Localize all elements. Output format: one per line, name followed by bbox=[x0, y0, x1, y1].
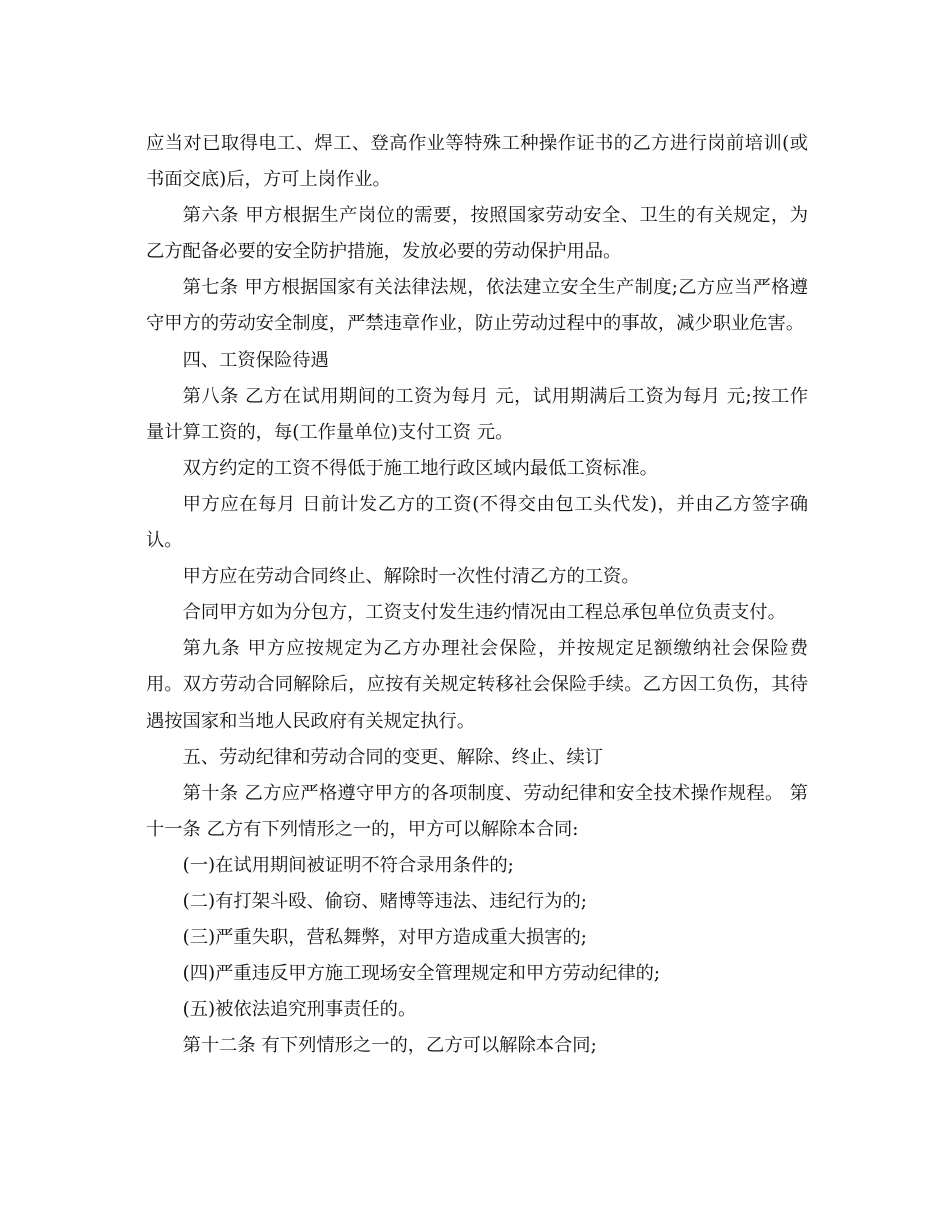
article-7-paragraph: 第七条 甲方根据国家有关法律法规，依法建立安全生产制度;乙方应当严格遵守甲方的劳动安全制度，严禁违章作业，防止劳动过程中的事故，减少职业危害。 bbox=[146, 277, 808, 335]
paragraph: 应当对已取得电工、焊工、登高作业等特殊工种操作证书的乙方进行岗前培训(或书面交底)后，方可上岗作业。 bbox=[146, 133, 808, 191]
article-8-paragraph: 第八条 乙方在试用期间的工资为每月 元，试用期满后工资为每月 元;按工作量计算工资的，每(工作量单位)支付工资 元。 bbox=[146, 385, 808, 443]
list-item: (三)严重失职，营私舞弊，对甲方造成重大损害的; bbox=[182, 927, 587, 949]
section-4-heading: 四、工资保险待遇 bbox=[182, 349, 329, 371]
list-item: (一)在试用期间被证明不符合录用条件的; bbox=[182, 854, 514, 876]
document-page bbox=[146, 126, 808, 1064]
list-item: (四)严重违反甲方施工现场安全管理规定和甲方劳动纪律的; bbox=[182, 963, 661, 985]
paragraph: 甲方应在每月 日前计发乙方的工资(不得交由包工头代发)，并由乙方签字确认。 bbox=[146, 493, 808, 552]
article-9-paragraph: 第九条 甲方应按规定为乙方办理社会保险，并按规定足额缴纳社会保险费用。双方劳动合同解除后，应按有关规定转移社会保险手续。乙方因工负伤，其待遇按国家和当地人民政府有关规定执行。 bbox=[146, 638, 808, 732]
article-12-paragraph: 第十二条 有下列情形之一的，乙方可以解除本合同; bbox=[182, 1035, 597, 1057]
section-5-heading: 五、劳动纪律和劳动合同的变更、解除、终止、续订 bbox=[182, 746, 604, 768]
list-item: (二)有打架斗殴、偷窃、赌博等违法、违纪行为的; bbox=[182, 890, 587, 912]
article-6-paragraph: 第六条 甲方根据生产岗位的需要，按照国家劳动安全、卫生的有关规定，为乙方配备必要的安全防护措施，发放必要的劳动保护用品。 bbox=[146, 205, 808, 263]
list-item: (五)被依法追究刑事责任的。 bbox=[182, 999, 417, 1021]
paragraph: 甲方应在劳动合同终止、解除时一次性付清乙方的工资。 bbox=[182, 566, 640, 588]
paragraph: 合同甲方如为分包方，工资支付发生违约情况由工程总承包单位负责支付。 bbox=[182, 602, 786, 624]
paragraph: 双方约定的工资不得低于施工地行政区域内最低工资标准。 bbox=[182, 457, 658, 479]
article-10-11-paragraph: 第十条 乙方应严格遵守甲方的各项制度、劳动纪律和安全技术操作规程。 第十一条 乙方有下列情形之一的，甲方可以解除本合同: bbox=[146, 782, 808, 840]
